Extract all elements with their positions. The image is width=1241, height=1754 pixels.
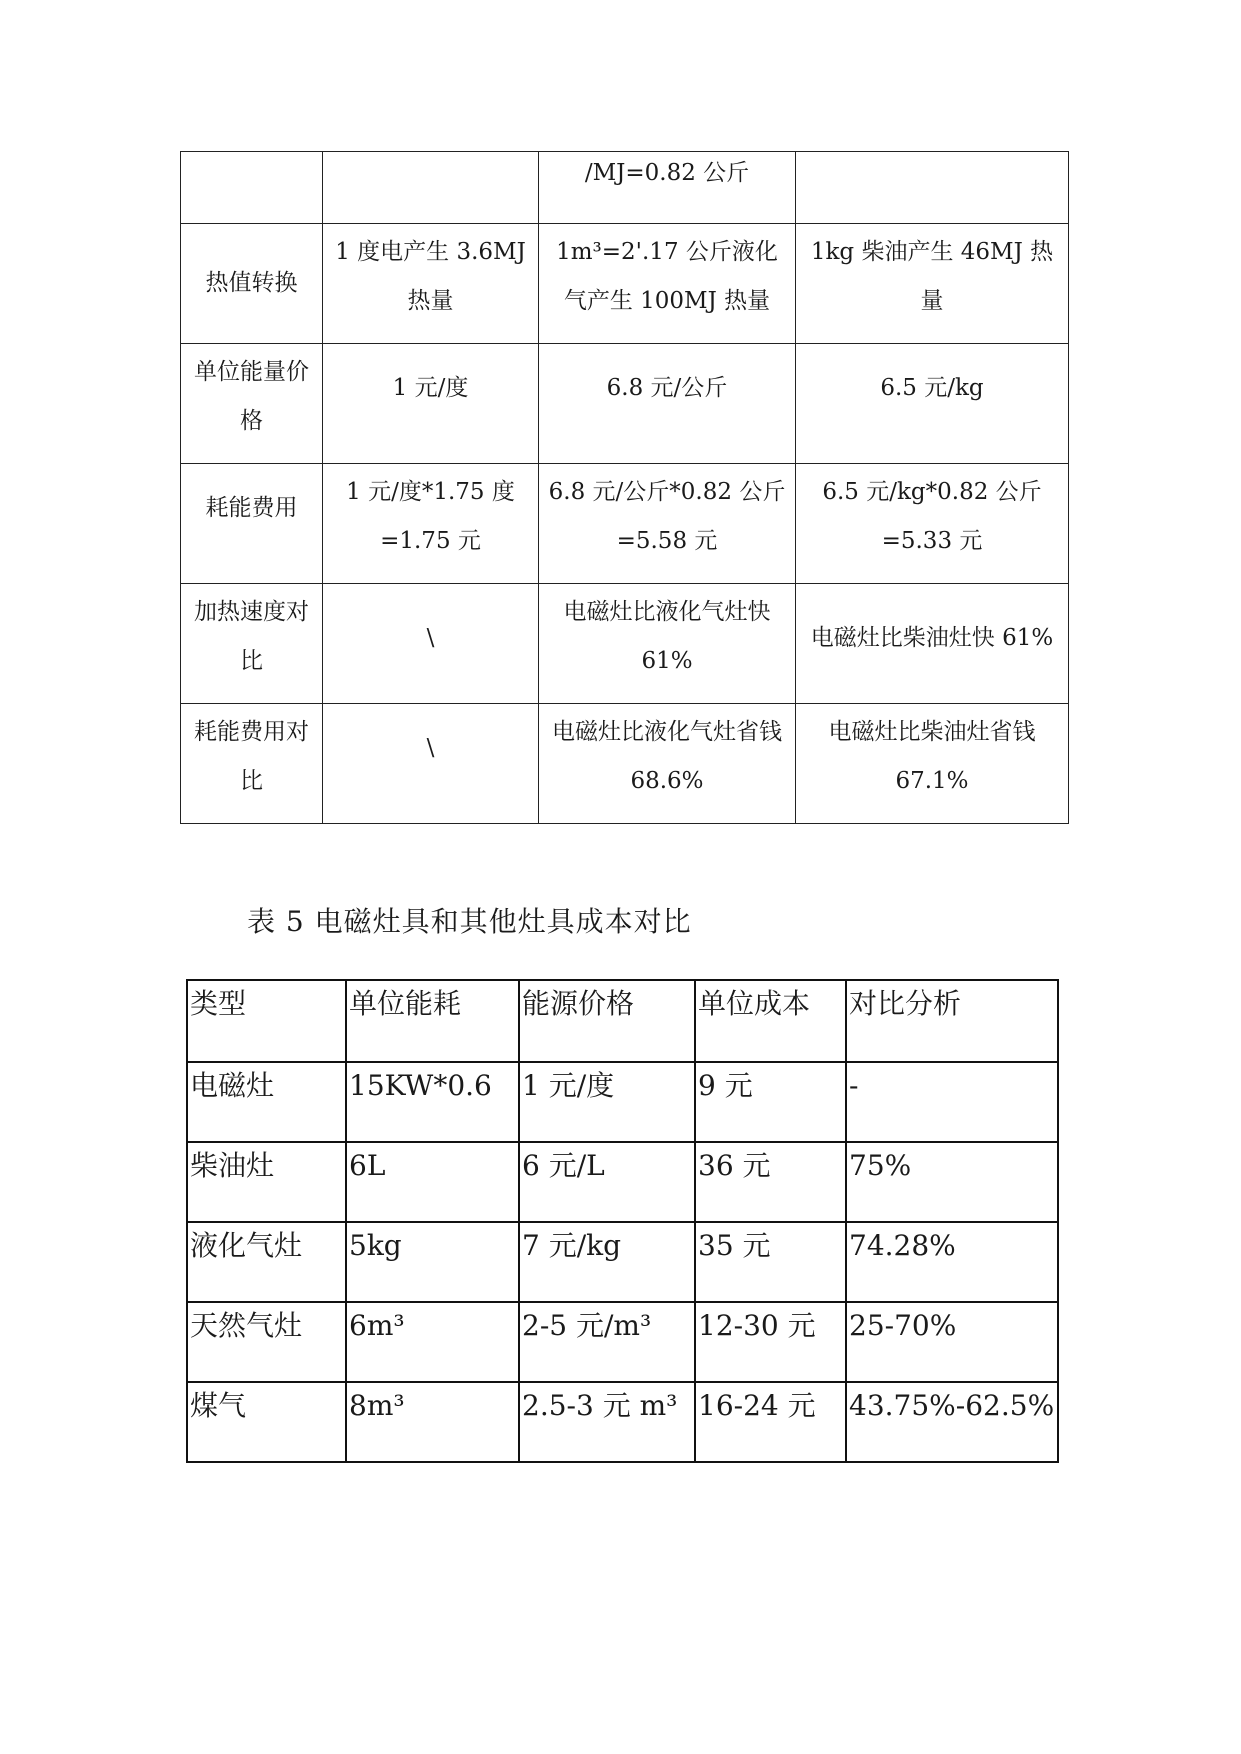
column-header: 能源价格 bbox=[519, 980, 695, 1062]
table-row bbox=[187, 1302, 1058, 1382]
table-cell: 6m³ bbox=[346, 1302, 519, 1382]
table-cell: 75% bbox=[846, 1142, 1058, 1222]
row-label: 加热速度对比 bbox=[181, 584, 323, 704]
table-row bbox=[181, 224, 1069, 344]
table-cell: 液化气灶 bbox=[187, 1222, 346, 1302]
table-cell: 6L bbox=[346, 1142, 519, 1222]
table-cell: 电磁灶比液化气灶省钱 68.6% bbox=[539, 704, 796, 824]
table-row bbox=[187, 1062, 1058, 1142]
table-cell: 2-5 元/m³ bbox=[519, 1302, 695, 1382]
table-cell: 7 元/kg bbox=[519, 1222, 695, 1302]
table-cell: 6.8 元/公斤*0.82 公斤=5.58 元 bbox=[539, 464, 796, 584]
table-cell: \ bbox=[323, 704, 539, 824]
energy-conversion-table bbox=[180, 151, 1069, 824]
row-label: 耗能费用 bbox=[181, 464, 323, 584]
table-cell: 电磁灶比柴油灶快 61% bbox=[796, 584, 1069, 704]
table-cell bbox=[323, 152, 539, 224]
table-cell: 5kg bbox=[346, 1222, 519, 1302]
table-cell: 6 元/L bbox=[519, 1142, 695, 1222]
table-row bbox=[181, 704, 1069, 824]
table-cell: 35 元 bbox=[695, 1222, 846, 1302]
table-row bbox=[187, 1142, 1058, 1222]
table-row bbox=[187, 1222, 1058, 1302]
column-header: 单位成本 bbox=[695, 980, 846, 1062]
table-cell: 电磁灶比液化气灶快 61% bbox=[539, 584, 796, 704]
table-cell: \ bbox=[323, 584, 539, 704]
table-row bbox=[181, 152, 1069, 224]
table-cell: 9 元 bbox=[695, 1062, 846, 1142]
table-cell: /MJ=0.82 公斤 bbox=[539, 152, 796, 224]
table-cell: 2.5-3 元 m³ bbox=[519, 1382, 695, 1462]
table-cell: 天然气灶 bbox=[187, 1302, 346, 1382]
table-cell: 43.75%-62.5% bbox=[846, 1382, 1058, 1462]
table-cell: 电磁灶 bbox=[187, 1062, 346, 1142]
column-header: 类型 bbox=[187, 980, 346, 1062]
row-label: 耗能费用对比 bbox=[181, 704, 323, 824]
table-cell: 1 元/度*1.75 度=1.75 元 bbox=[323, 464, 539, 584]
table-cell: 6.5 元/kg*0.82 公斤=5.33 元 bbox=[796, 464, 1069, 584]
table-cell: 1kg 柴油产生 46MJ 热量 bbox=[796, 224, 1069, 344]
table-cell bbox=[181, 152, 323, 224]
table-cell: 1 度电产生 3.6MJ 热量 bbox=[323, 224, 539, 344]
table-cell: 电磁灶比柴油灶省钱 67.1% bbox=[796, 704, 1069, 824]
table-cell: 1 元/度 bbox=[323, 344, 539, 464]
table-cell: 8m³ bbox=[346, 1382, 519, 1462]
table-cell: 6.8 元/公斤 bbox=[539, 344, 796, 464]
table-cell: 1 元/度 bbox=[519, 1062, 695, 1142]
table-cell: 74.28% bbox=[846, 1222, 1058, 1302]
table-row bbox=[181, 344, 1069, 464]
table-cell: 6.5 元/kg bbox=[796, 344, 1069, 464]
table-cell: 1m³=2'.17 公斤液化气产生 100MJ 热量 bbox=[539, 224, 796, 344]
table-cell: 煤气 bbox=[187, 1382, 346, 1462]
table-row bbox=[181, 464, 1069, 584]
row-label: 热值转换 bbox=[181, 224, 323, 344]
table-header-row bbox=[187, 980, 1058, 1062]
table-cell: - bbox=[846, 1062, 1058, 1142]
table-cell: 15KW*0.6 bbox=[346, 1062, 519, 1142]
table-cell: 12-30 元 bbox=[695, 1302, 846, 1382]
row-label: 单位能量价格 bbox=[181, 344, 323, 464]
table-cell: 16-24 元 bbox=[695, 1382, 846, 1462]
table-caption: 表 5 电磁灶具和其他灶具成本对比 bbox=[247, 905, 692, 938]
table-cell: 36 元 bbox=[695, 1142, 846, 1222]
table-row bbox=[181, 584, 1069, 704]
cost-comparison-table bbox=[186, 979, 1059, 1463]
table-cell: 柴油灶 bbox=[187, 1142, 346, 1222]
table-cell: 25-70% bbox=[846, 1302, 1058, 1382]
table-row bbox=[187, 1382, 1058, 1462]
column-header: 对比分析 bbox=[846, 980, 1058, 1062]
table-cell bbox=[796, 152, 1069, 224]
column-header: 单位能耗 bbox=[346, 980, 519, 1062]
